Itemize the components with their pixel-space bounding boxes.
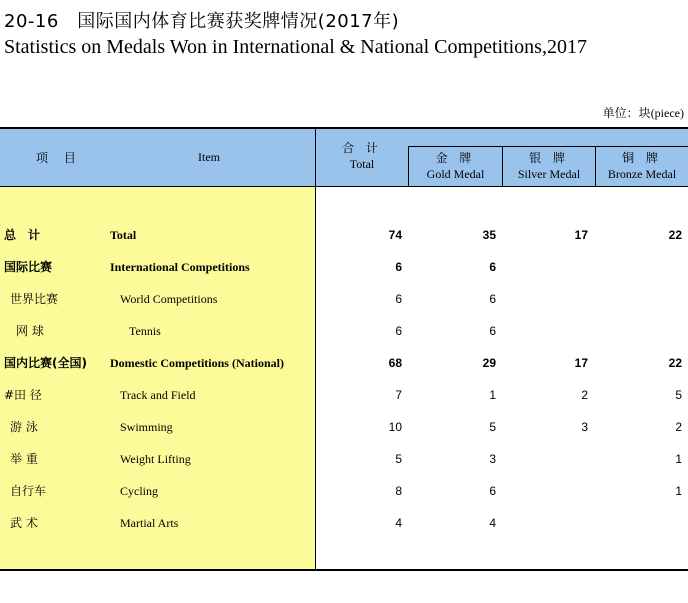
table-row-track-field — [0, 385, 688, 405]
cell-gold: 3 — [489, 452, 496, 466]
cell-silver: 2 — [581, 388, 588, 402]
header-bronze-chinese: 铜 牌 — [622, 151, 662, 165]
page-title-english: Statistics on Medals Won in International & National Competitions,2017 — [4, 36, 587, 58]
table-row-cycling — [0, 481, 688, 501]
table-row-tennis — [0, 321, 688, 341]
header-total — [330, 140, 394, 172]
cell-total: 4 — [395, 516, 402, 530]
row-label-chinese: 国内比赛(全国) — [4, 356, 87, 370]
cell-gold: 4 — [489, 516, 496, 530]
header-gold-english: Gold Medal — [426, 167, 485, 181]
cell-total: 7 — [395, 388, 402, 402]
cell-gold: 1 — [489, 388, 496, 402]
cell-total: 8 — [395, 484, 402, 498]
cell-bronze: 1 — [675, 484, 682, 498]
row-label-english: Track and Field — [120, 388, 196, 402]
cell-total: 6 — [395, 324, 402, 338]
cell-gold: 5 — [489, 420, 496, 434]
header-bronze-english: Bronze Medal — [607, 167, 677, 181]
row-label-english: Weight Lifting — [120, 452, 191, 466]
cell-bronze: 22 — [668, 228, 682, 242]
header-silver — [503, 150, 595, 182]
cell-total: 10 — [388, 420, 402, 434]
row-label-chinese: #田 径 — [4, 388, 42, 402]
cell-total: 5 — [395, 452, 402, 466]
row-label-chinese: 武 术 — [10, 516, 38, 530]
medal-subheader-rule — [408, 146, 688, 147]
row-label-chinese: 总 计 — [4, 228, 41, 242]
table-row-martial-arts — [0, 513, 688, 533]
row-label-english: Tennis — [129, 324, 161, 338]
row-label-english: Domestic Competitions (National) — [110, 356, 284, 370]
row-label-chinese: 自行车 — [10, 484, 47, 498]
row-label-english: Martial Arts — [120, 516, 179, 530]
cell-bronze: 1 — [675, 452, 682, 466]
table-row-swimming — [0, 417, 688, 437]
cell-total: 6 — [395, 260, 402, 274]
cell-gold: 35 — [482, 228, 496, 242]
cell-bronze: 22 — [668, 356, 682, 370]
table-row-world — [0, 289, 688, 309]
cell-total: 68 — [388, 356, 402, 370]
cell-gold: 6 — [489, 260, 496, 274]
row-label-chinese: 游 泳 — [10, 420, 38, 434]
row-label-english: World Competitions — [120, 292, 218, 306]
cell-gold: 6 — [489, 324, 496, 338]
header-gold — [409, 150, 502, 182]
table-row-total — [0, 225, 688, 245]
row-label-english: Total — [110, 228, 137, 242]
cell-gold: 6 — [489, 484, 496, 498]
page-title-chinese: 20-16 国际国内体育比赛获奖牌情况(2017年) — [4, 11, 400, 32]
header-silver-chinese: 银 牌 — [529, 151, 569, 165]
header-silver-english: Silver Medal — [517, 167, 581, 181]
header-item-chinese: 项 目 — [36, 151, 82, 165]
cell-gold: 29 — [482, 356, 496, 370]
header-total-english: Total — [349, 157, 375, 171]
row-label-english: Cycling — [120, 484, 158, 498]
header-gold-chinese: 金 牌 — [435, 151, 476, 165]
cell-silver: 17 — [574, 356, 588, 370]
row-label-chinese: 国际比赛 — [4, 260, 53, 274]
row-label-english: International Competitions — [110, 260, 250, 274]
unit-label-chinese: 单位：块 — [602, 106, 651, 120]
cell-total: 6 — [395, 292, 402, 306]
row-label-chinese: 世界比赛 — [10, 292, 59, 306]
cell-silver: 17 — [574, 228, 588, 242]
item-column-divider — [315, 129, 316, 569]
cell-bronze: 2 — [675, 420, 682, 434]
cell-gold: 6 — [489, 292, 496, 306]
table-row-domestic — [0, 353, 688, 373]
header-total-chinese: 合 计 — [342, 141, 382, 155]
cell-total: 74 — [388, 228, 402, 242]
unit-label — [603, 104, 684, 121]
row-label-english: Swimming — [120, 420, 173, 434]
cell-bronze: 5 — [675, 388, 682, 402]
table-bottom-rule — [0, 569, 688, 571]
header-item-english: Item — [198, 150, 220, 164]
table-row-international — [0, 257, 688, 277]
row-label-chinese: 网 球 — [16, 324, 44, 338]
row-label-chinese: 举 重 — [10, 452, 38, 466]
cell-silver: 3 — [581, 420, 588, 434]
unit-label-english: (piece) — [650, 106, 684, 120]
table-row-weight-lifting — [0, 449, 688, 469]
header-bronze — [596, 150, 688, 182]
